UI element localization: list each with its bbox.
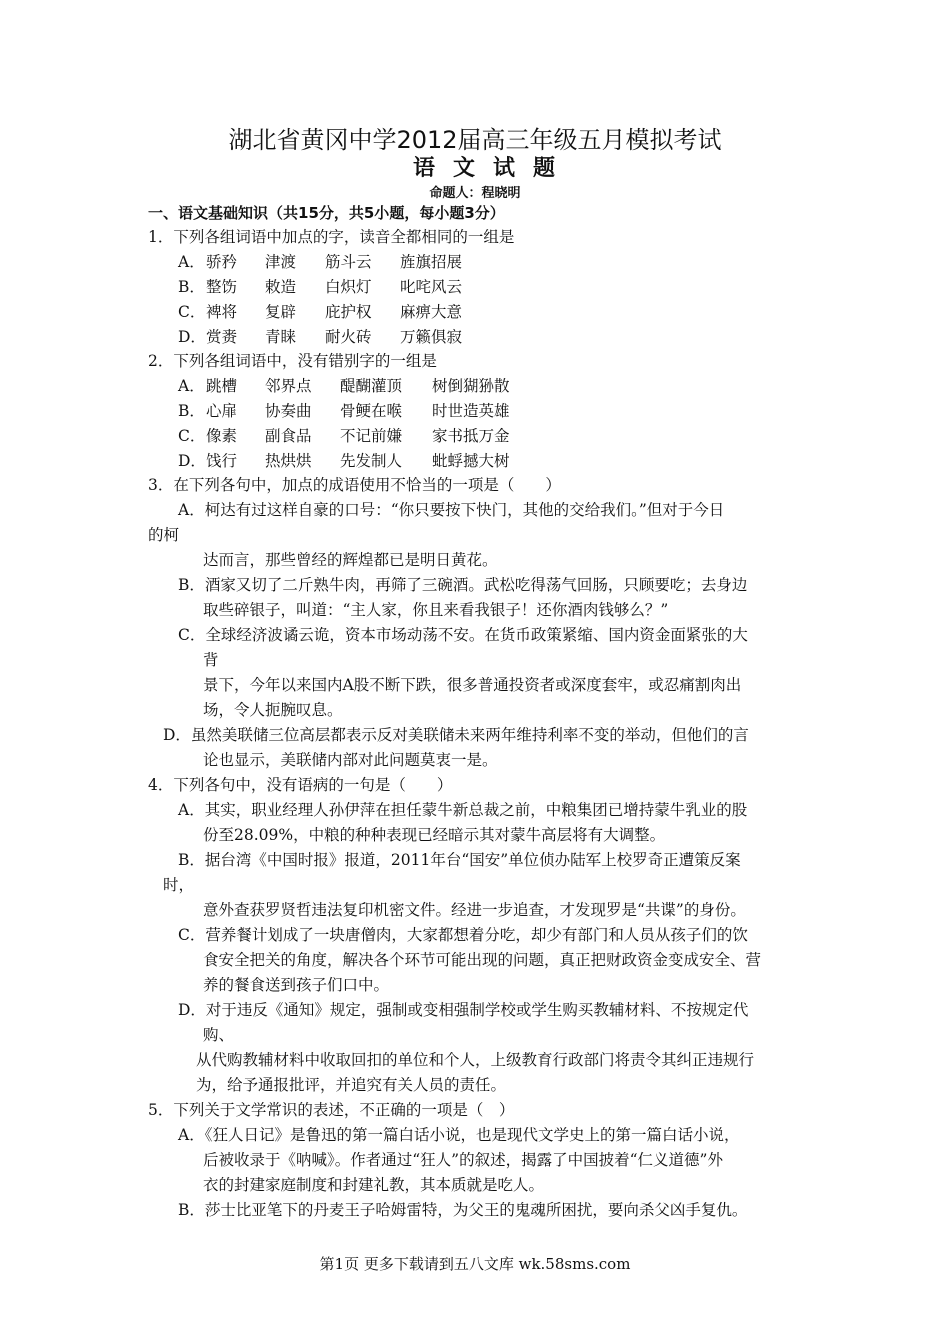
option-word: 树倒猢狲散 (432, 377, 510, 395)
q4-line: 意外查获罗贤哲违法复印机密文件。经进一步追查，才发现罗是“共谍”的身份。 (203, 901, 746, 919)
option-word: 麻痹大意 (400, 303, 463, 321)
option-word: 庇护权 (325, 303, 372, 321)
q3-line: 场，令人扼腕叹息。 (203, 701, 343, 719)
option-word: 不记前嫌 (340, 427, 403, 445)
author-line: 命题人：程晓明 (429, 186, 521, 201)
q5-line: B．莎士比亚笔下的丹麦王子哈姆雷特，为父王的鬼魂所困扰，要向杀父凶手复仇。 (178, 1201, 748, 1219)
q4-line: 食安全把关的角度，解决各个环节可能出现的问题，真正把财政资金变成安全、营 (203, 951, 762, 969)
option-word: 协奏曲 (265, 402, 312, 420)
q3-line: D．虽然美联储三位高层都表示反对美联储未来两年维持利率不变的举动，但他们的言 (163, 726, 749, 744)
option-word: 热烘烘 (265, 452, 312, 470)
option-word: 津渡 (265, 253, 297, 271)
q3-line: A．柯达有过这样自豪的口号：“你只要按下快门，其他的交给我们。”但对于今日 (178, 501, 725, 519)
option-label: A． (178, 377, 205, 395)
exam-title: 湖北省黄冈中学2012届高三年级五月模拟考试 (228, 126, 722, 154)
question-3-stem: 3．在下列各句中，加点的成语使用不恰当的一项是（ ） (148, 476, 561, 494)
option-word: 家书抵万金 (432, 427, 510, 445)
q3-line: 景下，今年以来国内A股不断下跌，很多普通投资者或深度套牢，或忍痛割肉出 (203, 676, 742, 694)
option-word: 时世造英雄 (432, 402, 510, 420)
option-word: 心扉 (206, 402, 238, 420)
option-word: 邻界点 (265, 377, 312, 395)
page-footer: 第1页 更多下载请到五八文库 wk.58sms.com (319, 1255, 631, 1273)
q3-line: 论也显示，美联储内部对此问题莫衷一是。 (203, 751, 498, 769)
q3-line: B．酒家又切了二斤熟牛肉，再筛了三碗酒。武松吃得荡气回肠，只顾要吃；去身边 (178, 576, 748, 594)
option-word: 醍醐灌顶 (340, 377, 403, 395)
option-label: B． (178, 402, 205, 420)
q3-line: 达而言，那些曾经的辉煌都已是明日黄花。 (203, 551, 498, 569)
option-word: 青睐 (265, 328, 297, 346)
option-word: 万籁俱寂 (400, 328, 463, 346)
q5-line: 后被收录于《呐喊》。作者通过“狂人”的叙述，揭露了中国披着“仁义道德”外 (203, 1151, 723, 1169)
option-label: B． (178, 278, 205, 296)
q4-line: C．营养餐计划成了一块唐僧肉，大家都想着分吃，却少有部门和人员从孩子们的饮 (178, 926, 748, 944)
option-word: 蚍蜉撼大树 (432, 452, 510, 470)
option-word: 旌旗招展 (400, 253, 463, 271)
q4-line: 从代购教辅材料中收取回扣的单位和个人，上级教育行政部门将责令其纠正违规行 (196, 1051, 755, 1069)
section-heading: 一、语文基础知识（共15分，共5小题，每小题3分） (148, 204, 505, 222)
q3-line: 的柯 (148, 526, 180, 544)
option-label: D． (178, 452, 206, 470)
q3-line: 背 (203, 651, 219, 669)
q4-line: 养的餐食送到孩子们口中。 (203, 976, 390, 994)
option-word: 骄矜 (206, 253, 238, 271)
subject-title: 语文试题 (412, 156, 573, 181)
option-word: 耐火砖 (325, 328, 372, 346)
option-word: 先发制人 (340, 452, 403, 470)
option-word: 复辟 (265, 303, 297, 321)
q5-line: A．《狂人日记》是鲁迅的第一篇白话小说，也是现代文学史上的第一篇白话小说， (178, 1126, 740, 1144)
option-word: 饯行 (206, 452, 238, 470)
q4-line: B．据台湾《中国时报》报道，2011年台“国安”单位侦办陆军上校罗奇正遭策反案 (178, 851, 741, 869)
option-word: 赏赉 (206, 328, 238, 346)
option-word: 跳槽 (206, 377, 238, 395)
q3-line: 取些碎银子，叫道：“主人家，你且来看我银子！还你酒肉钱够么？” (203, 601, 669, 619)
option-word: 骨鲠在喉 (340, 402, 403, 420)
option-word: 副食品 (265, 427, 312, 445)
q5-line: 衣的封建家庭制度和封建礼教，其本质就是吃人。 (203, 1176, 545, 1194)
question-1-stem: 1．下列各组词语中加点的字，读音全都相同的一组是 (148, 228, 515, 246)
q4-line: 时， (163, 876, 195, 894)
option-label: C． (178, 427, 206, 445)
question-5-stem: 5．下列关于文学常识的表述，不正确的一项是（ ） (148, 1101, 515, 1119)
question-4-stem: 4．下列各句中，没有语病的一句是（ ） (148, 776, 453, 794)
option-word: 像素 (206, 427, 238, 445)
q4-line: A．其实，职业经理人孙伊萍在担任蒙牛新总裁之前，中粮集团已增持蒙牛乳业的股 (178, 801, 748, 819)
question-2-stem: 2．下列各组词语中，没有错别字的一组是 (148, 352, 437, 370)
q4-line: 为，给予通报批评，并追究有关人员的责任。 (196, 1076, 507, 1094)
option-label: A． (178, 253, 205, 271)
option-word: 敕造 (265, 278, 297, 296)
option-word: 裨将 (206, 303, 238, 321)
option-label: D． (178, 328, 206, 346)
q3-line: C．全球经济波谲云诡，资本市场动荡不安。在货币政策紧缩、国内资金面紧张的大 (178, 626, 748, 644)
q4-line: D．对于违反《通知》规定，强制或变相强制学校或学生购买教辅材料、不按规定代 (178, 1001, 749, 1019)
option-word: 白炽灯 (325, 278, 372, 296)
option-word: 叱咤风云 (400, 278, 463, 296)
option-label: C． (178, 303, 206, 321)
q4-line: 购、 (203, 1026, 235, 1044)
option-word: 整饬 (206, 278, 238, 296)
q4-line: 份至28.09%，中粮的种种表现已经暗示其对蒙牛高层将有大调整。 (203, 826, 666, 844)
option-word: 筋斗云 (325, 253, 372, 271)
